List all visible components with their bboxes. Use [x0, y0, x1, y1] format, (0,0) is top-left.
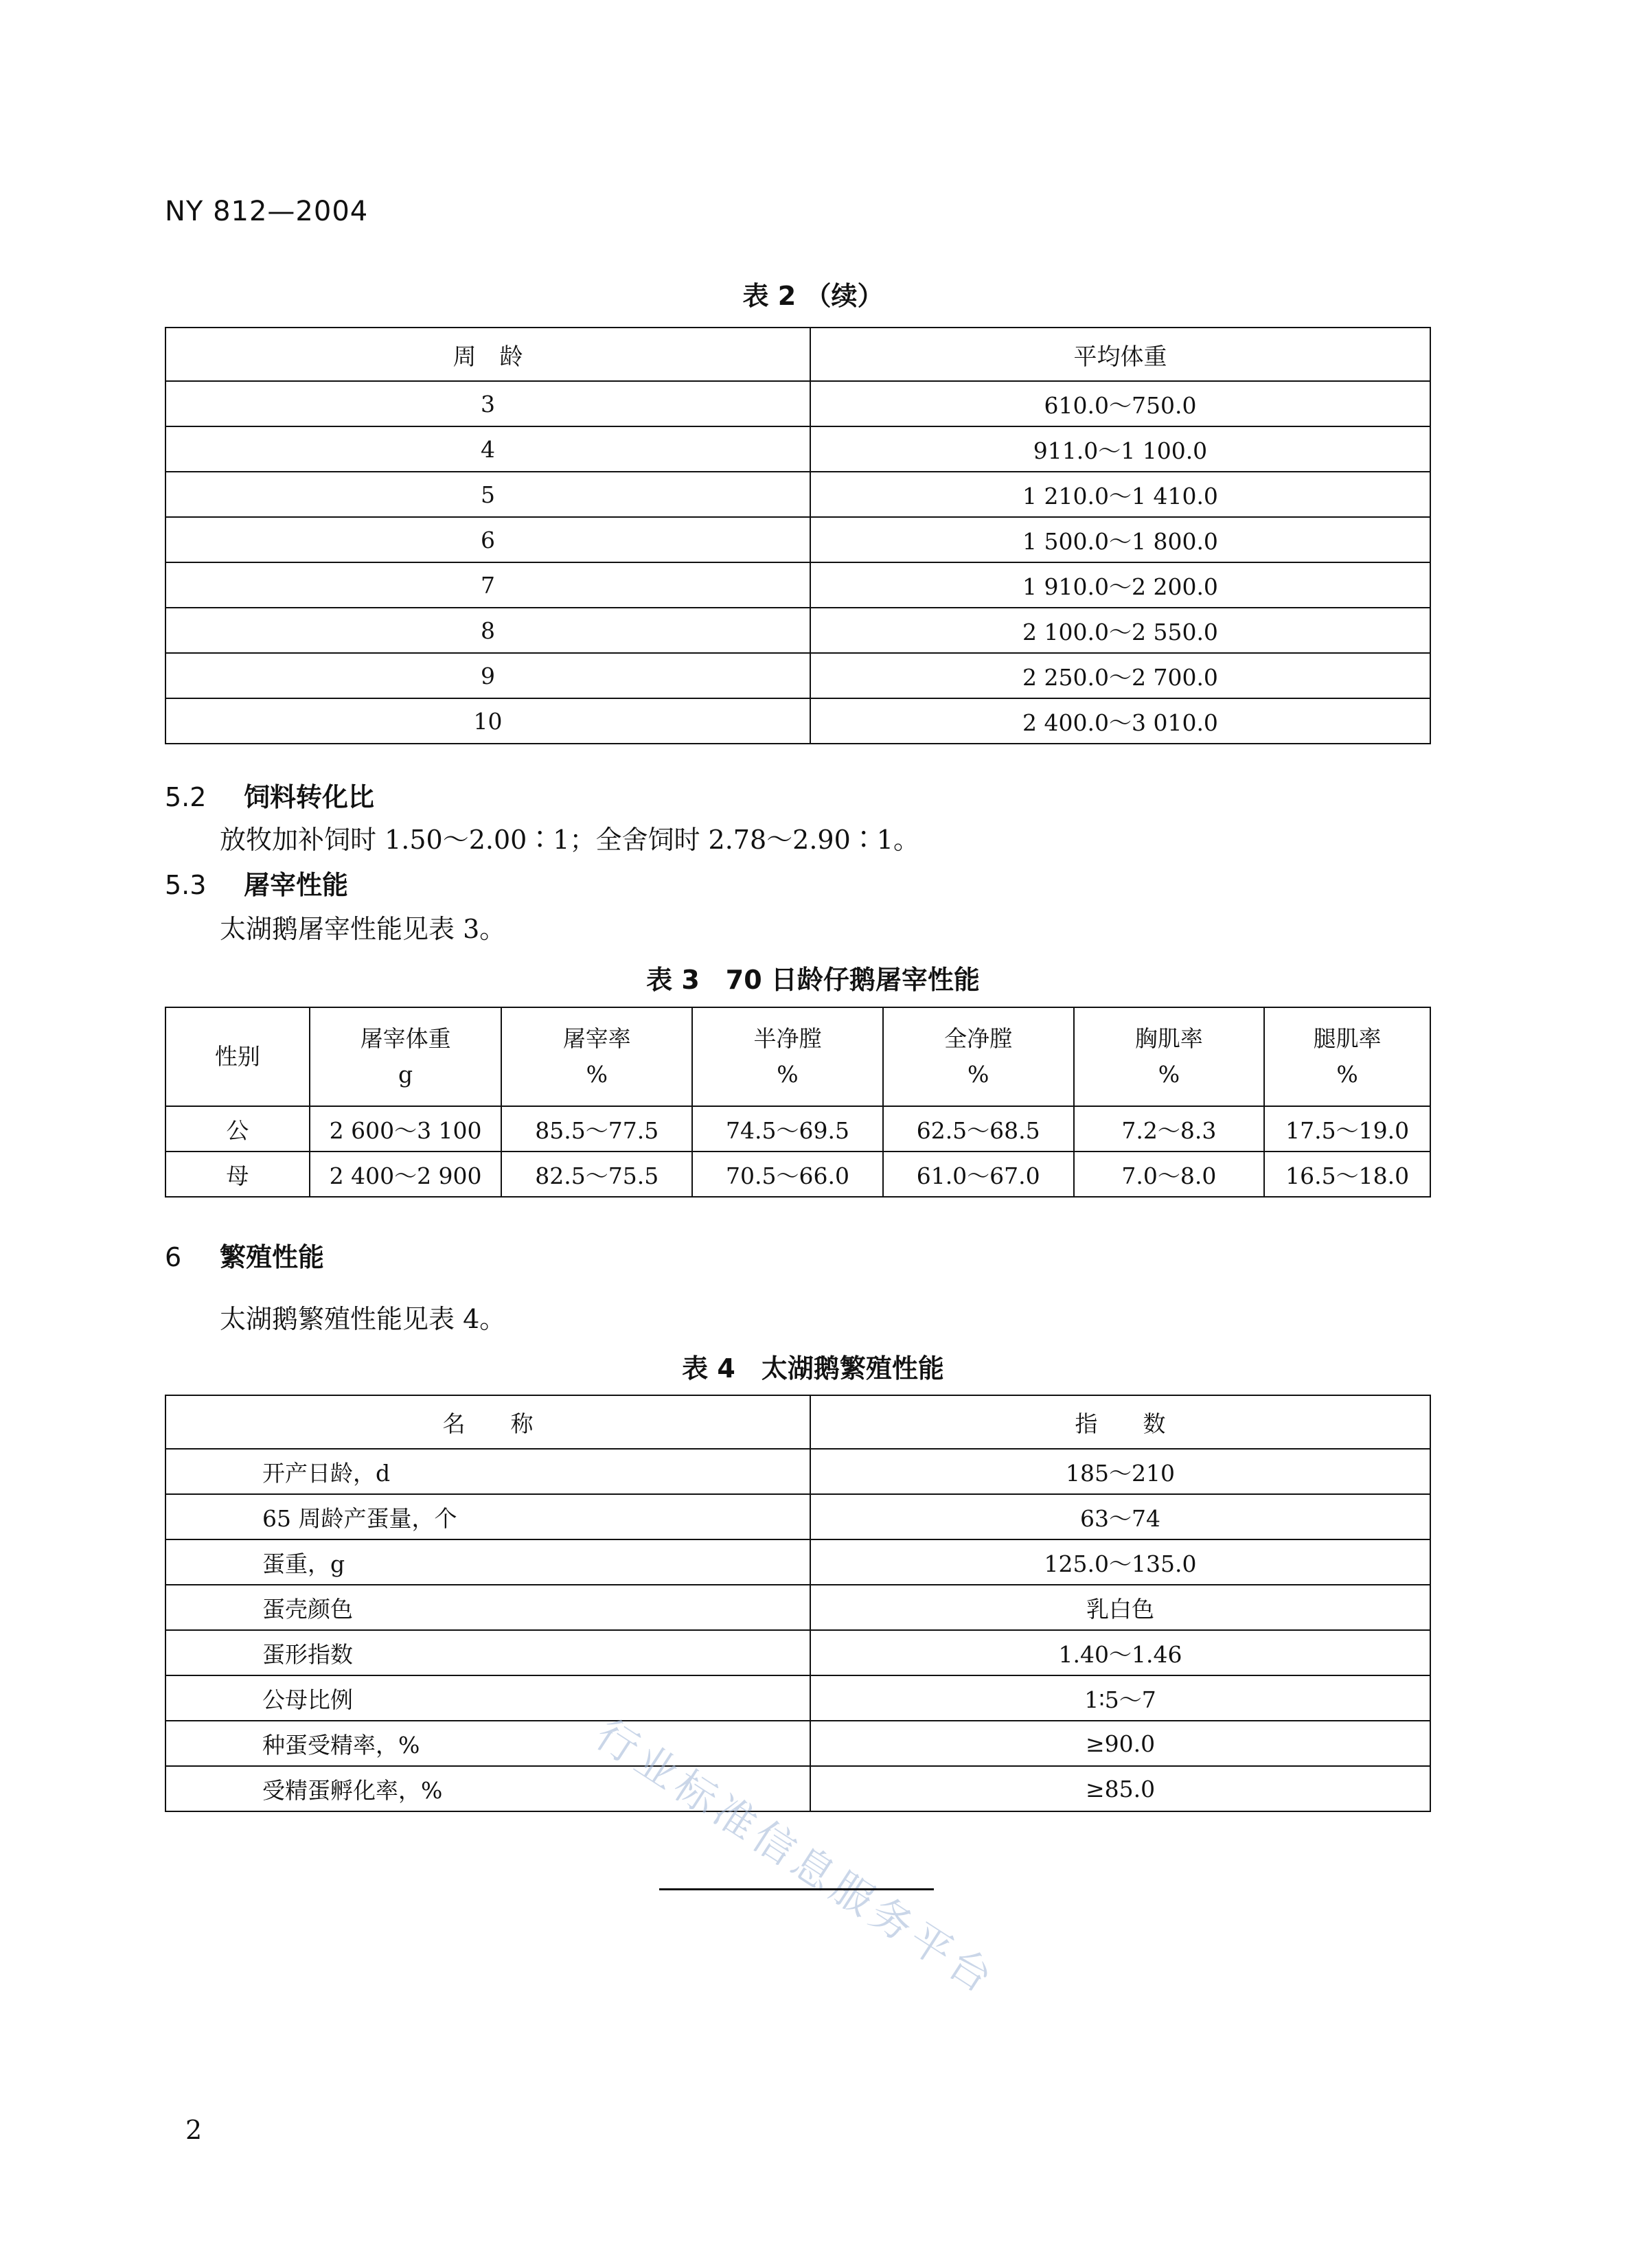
table2-header-row [165, 328, 1430, 381]
table-row [165, 472, 1430, 517]
table3-header-cell [501, 1007, 692, 1106]
table-cell: 9 [165, 653, 810, 698]
table3-header-cell [692, 1007, 883, 1106]
table-row [165, 426, 1430, 472]
table-row [165, 1449, 1430, 1494]
table-cell: 7.2～8.3 [1074, 1106, 1265, 1152]
table3-caption: 表 3 70 日龄仔鹅屠宰性能 [646, 965, 980, 995]
table-row [165, 1721, 1430, 1766]
table3-header-cell [883, 1007, 1074, 1106]
table-cell: 2 400～2 900 [310, 1152, 502, 1197]
page-number: 2 [185, 2115, 203, 2145]
table-row [165, 1152, 1430, 1197]
table-cell: 8 [165, 608, 810, 653]
table-cell: 1 910.0～2 200.0 [810, 562, 1430, 608]
table-cell: 1∶5～7 [810, 1675, 1430, 1721]
table-cell: 1 210.0～1 410.0 [810, 472, 1430, 517]
table-cell: 185～210 [810, 1449, 1430, 1494]
section-5-3-heading [165, 864, 348, 902]
table-cell: 1 500.0～1 800.0 [810, 517, 1430, 562]
header-name: 半净膛 [753, 1025, 822, 1052]
header-unit: % [1158, 1061, 1180, 1088]
section-5-2-text: 放牧加补饲时 1.50～2.00∶1；全舍饲时 2.78～2.90∶1。 [220, 825, 919, 855]
section-title: 屠宰性能 [244, 870, 349, 900]
table3 [165, 1007, 1431, 1198]
header-name: 性别 [214, 1043, 260, 1070]
table-cell: 开产日龄，d [165, 1449, 810, 1494]
table-row [165, 562, 1430, 608]
table-cell: 蛋壳颜色 [165, 1585, 810, 1630]
table3-header-cell [1074, 1007, 1265, 1106]
header-unit: % [967, 1061, 989, 1088]
table3-header-cell [165, 1007, 310, 1106]
table-cell: 公母比例 [165, 1675, 810, 1721]
table-cell: 蛋重，g [165, 1539, 810, 1585]
table2-caption: 表 2 （续） [742, 281, 884, 311]
document-code: NY 812—2004 [165, 196, 369, 227]
table-cell: 公 [165, 1106, 310, 1152]
table-cell: 母 [165, 1152, 310, 1197]
table-cell: 74.5～69.5 [692, 1106, 883, 1152]
table-cell: 5 [165, 472, 810, 517]
table-cell: 7 [165, 562, 810, 608]
header-unit: % [1336, 1061, 1358, 1088]
table-cell: 125.0～135.0 [810, 1539, 1430, 1585]
header-name: 腿肌率 [1313, 1025, 1382, 1052]
table-cell: 2 600～3 100 [310, 1106, 502, 1152]
header-unit: % [586, 1061, 608, 1088]
section-number: 5.3 [165, 870, 207, 900]
table-cell: ≥85.0 [810, 1766, 1430, 1811]
table4 [165, 1395, 1431, 1812]
table-cell: 6 [165, 517, 810, 562]
header-name: 屠宰率 [562, 1025, 631, 1052]
table-cell: 种蛋受精率，% [165, 1721, 810, 1766]
header-unit: % [777, 1061, 799, 1088]
table-cell: 10 [165, 698, 810, 744]
header-name: 全净膛 [944, 1025, 1013, 1052]
table2-header-weight: 平均体重 [810, 328, 1430, 381]
table2-header-week: 周 龄 [165, 328, 810, 381]
table-cell: 4 [165, 426, 810, 472]
table-cell: 911.0～1 100.0 [810, 426, 1430, 472]
table-cell: 2 100.0～2 550.0 [810, 608, 1430, 653]
table-cell: 82.5～75.5 [501, 1152, 692, 1197]
section-title: 饲料转化比 [244, 782, 375, 812]
section-5-2-heading [165, 776, 374, 814]
table-row [165, 1766, 1430, 1811]
table-cell: 70.5～66.0 [692, 1152, 883, 1197]
end-rule [659, 1888, 934, 1890]
table-cell: 乳白色 [810, 1585, 1430, 1630]
section-6-text: 太湖鹅繁殖性能见表 4。 [220, 1304, 506, 1334]
table-row [165, 1539, 1430, 1585]
table4-header-index: 指 数 [810, 1395, 1430, 1449]
table3-header-row [165, 1007, 1430, 1106]
table3-header-cell [310, 1007, 502, 1106]
table-cell: 63～74 [810, 1494, 1430, 1539]
table-cell: 16.5～18.0 [1264, 1152, 1430, 1197]
table-row [165, 608, 1430, 653]
table-row [165, 1106, 1430, 1152]
table-cell: 610.0～750.0 [810, 381, 1430, 426]
table-cell: 65 周龄产蛋量，个 [165, 1494, 810, 1539]
table-cell: 85.5～77.5 [501, 1106, 692, 1152]
table4-header-row [165, 1395, 1430, 1449]
watermark: 行业标准信息服务平台 [586, 1710, 1005, 2005]
table-row [165, 381, 1430, 426]
section-6-heading [165, 1236, 324, 1274]
table-cell: 2 250.0～2 700.0 [810, 653, 1430, 698]
section-number: 6 [165, 1242, 182, 1272]
header-name: 屠宰体重 [360, 1025, 451, 1052]
table4-caption: 表 4 太湖鹅繁殖性能 [682, 1353, 944, 1384]
table-cell: 受精蛋孵化率，% [165, 1766, 810, 1811]
table-row [165, 517, 1430, 562]
table-row [165, 698, 1430, 744]
table-cell: 2 400.0～3 010.0 [810, 698, 1430, 744]
section-5-3-text: 太湖鹅屠宰性能见表 3。 [220, 914, 506, 944]
table-row [165, 1675, 1430, 1721]
table-cell: ≥90.0 [810, 1721, 1430, 1766]
header-name: 胸肌率 [1134, 1025, 1203, 1052]
table-cell: 蛋形指数 [165, 1630, 810, 1675]
table-row [165, 1630, 1430, 1675]
table-cell: 62.5～68.5 [883, 1106, 1074, 1152]
table-row [165, 1494, 1430, 1539]
table2 [165, 327, 1431, 744]
table-cell: 7.0～8.0 [1074, 1152, 1265, 1197]
table-cell: 3 [165, 381, 810, 426]
table-cell: 1.40～1.46 [810, 1630, 1430, 1675]
header-unit: g [398, 1061, 413, 1088]
section-number: 5.2 [165, 782, 207, 812]
section-title: 繁殖性能 [220, 1242, 325, 1272]
table4-header-name: 名 称 [165, 1395, 810, 1449]
table-cell: 17.5～19.0 [1264, 1106, 1430, 1152]
table-row [165, 653, 1430, 698]
table3-header-cell [1264, 1007, 1430, 1106]
table-cell: 61.0～67.0 [883, 1152, 1074, 1197]
table-row [165, 1585, 1430, 1630]
